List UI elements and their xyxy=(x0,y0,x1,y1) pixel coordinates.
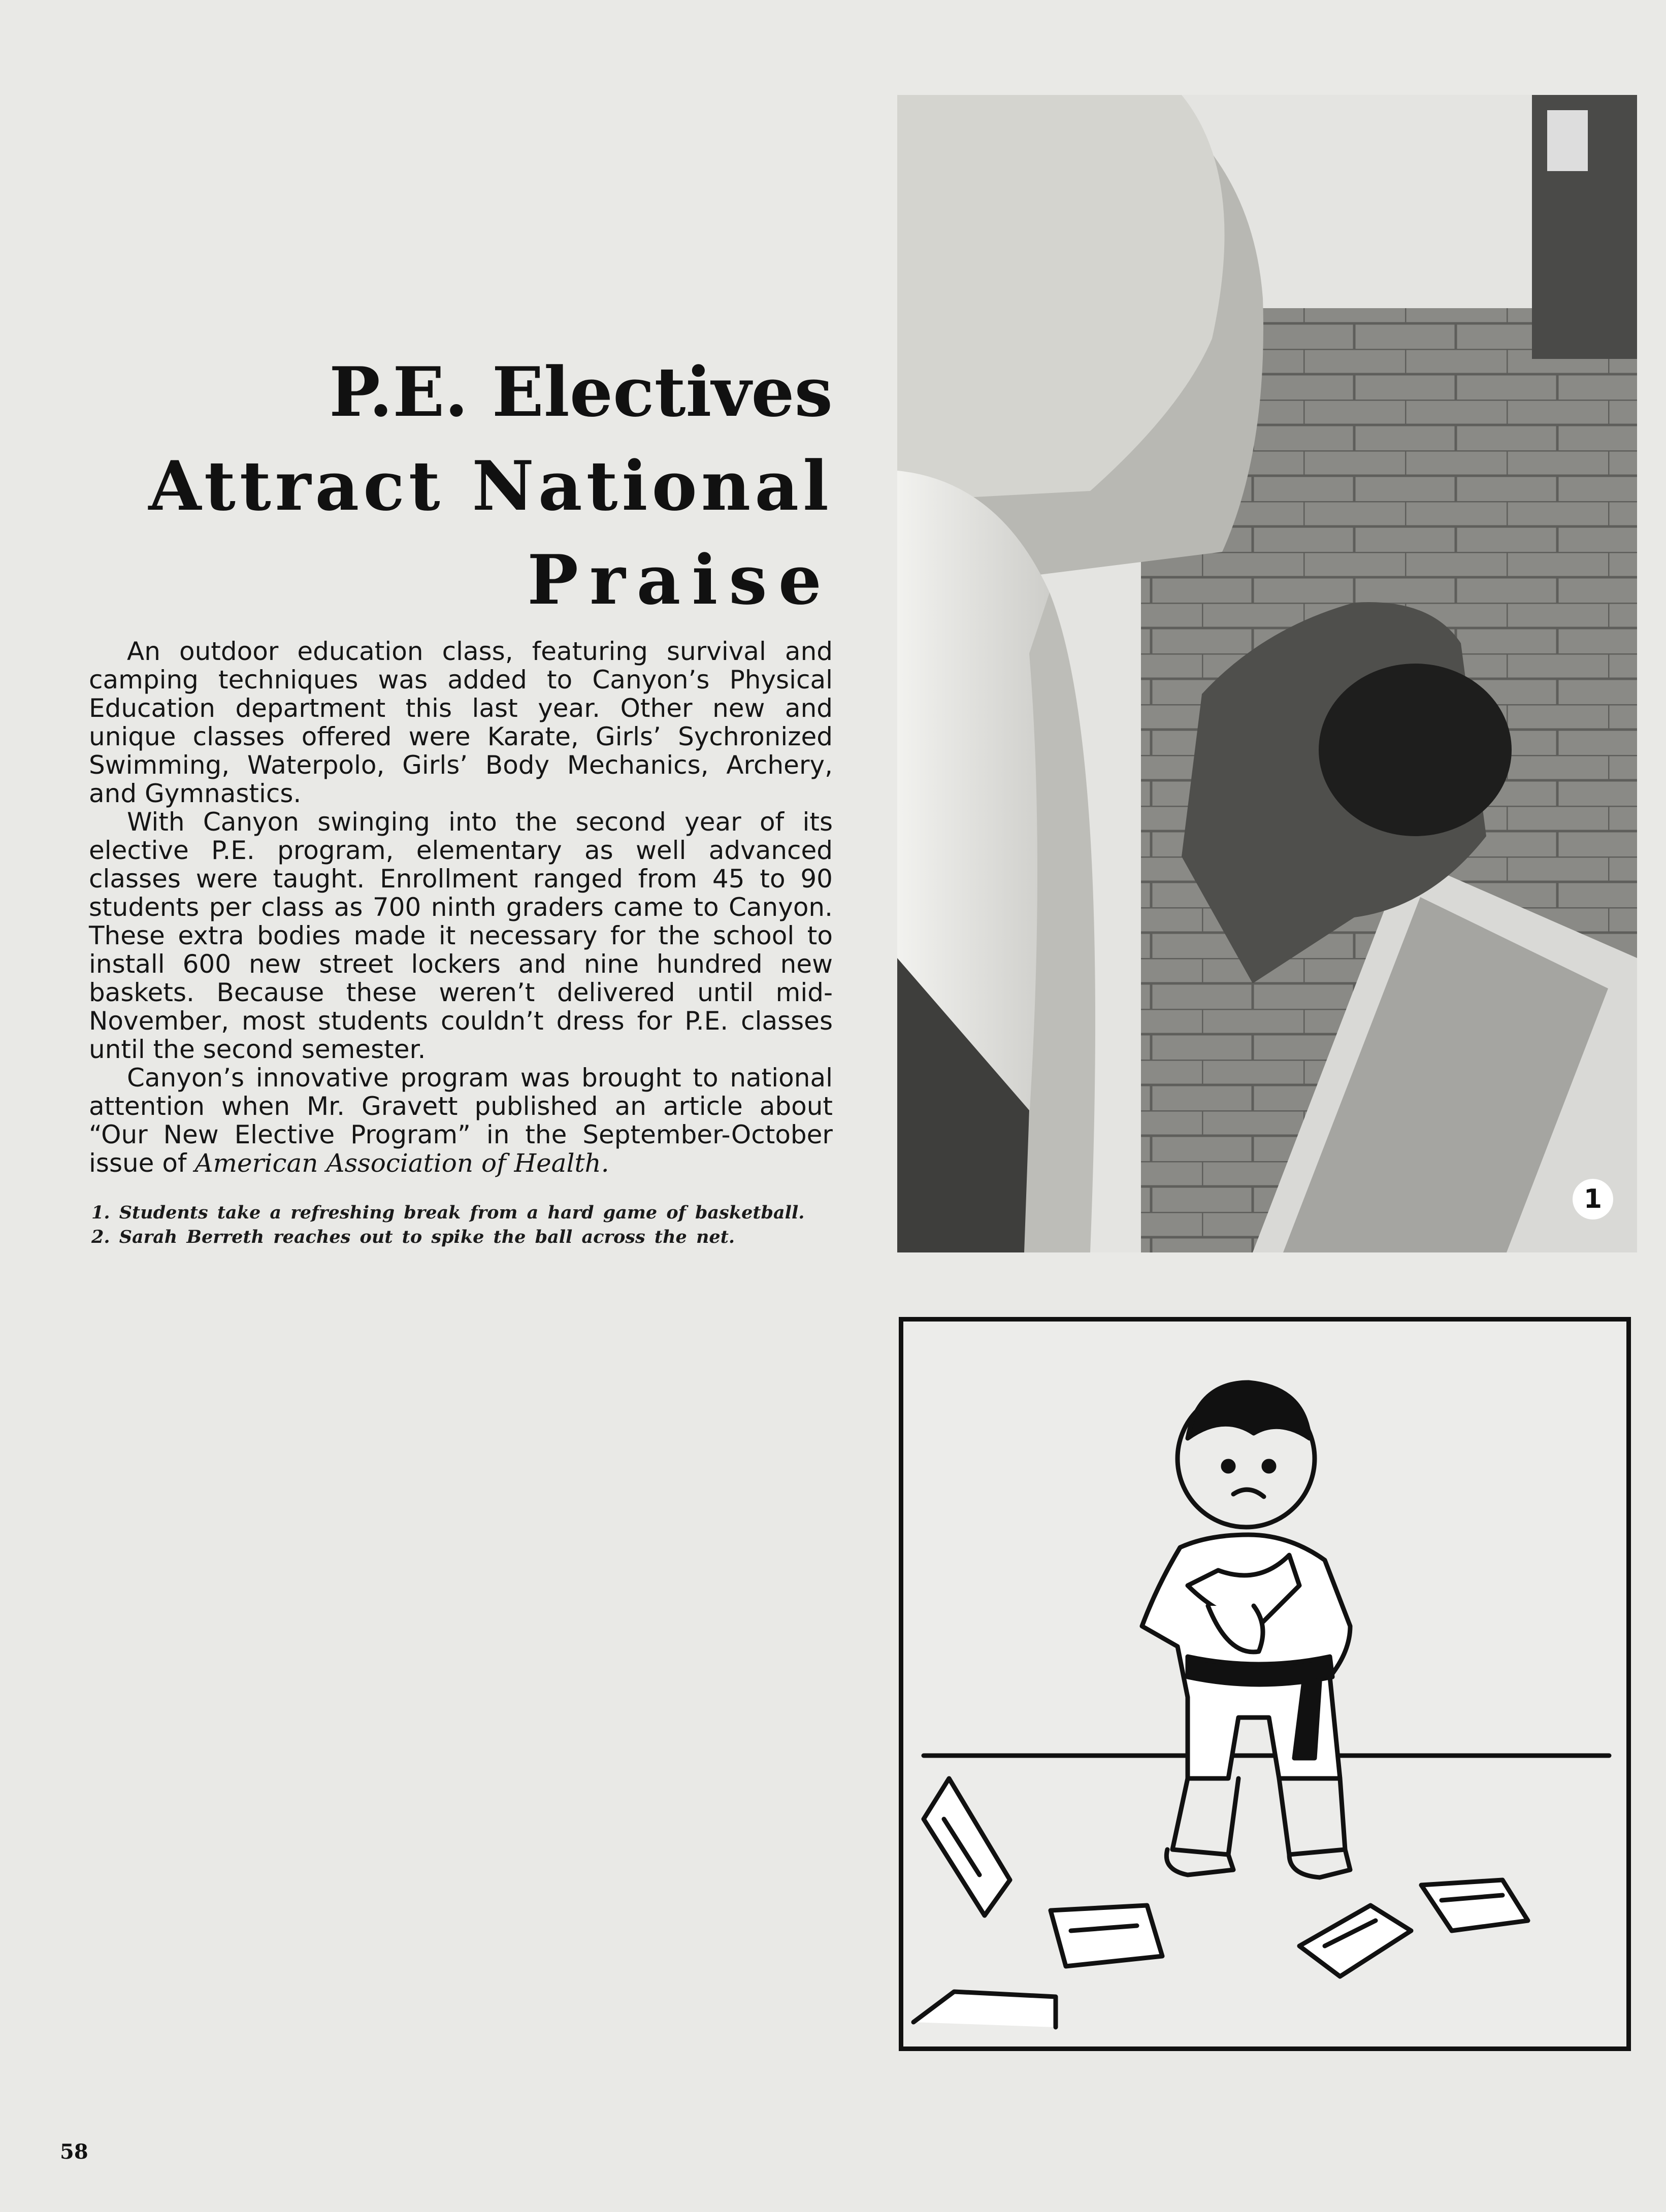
photo-drinking-fountain xyxy=(897,95,1637,1252)
article-paragraph-1: An outdoor education class, featuring survival and camping techniques was added to Canyon’s Physical Education department this last year. Other new and unique classes offered were Karate, Girls’ Sychronized Swimming, Waterpolo, Girls’ Body Mechanics, Archery, and Gymnastics. xyxy=(89,637,833,808)
article-body xyxy=(89,637,833,1177)
article-paragraph-3 xyxy=(89,1064,833,1177)
article-paragraph-3-text: Canyon’s innovative program was brought to national attention when Mr. Gravett published an article about “Our New Elective Program” in the September-October issue of xyxy=(89,1063,833,1178)
photo-illustration xyxy=(897,95,1637,1252)
photo-number-badge: 1 xyxy=(1573,1179,1613,1219)
caption-2: 2. Sarah Berreth reaches out to spike the ball across the net. xyxy=(91,1227,735,1247)
headline xyxy=(71,345,833,627)
page-number: 58 xyxy=(60,2140,88,2164)
cartoon-karate-kid xyxy=(899,1317,1631,2051)
headline-line-1: P.E. Electives xyxy=(329,352,833,432)
cartoon-illustration xyxy=(903,1322,1626,2046)
article-paragraph-2: With Canyon swinging into the second year of its elective P.E. program, elementary as well advanced classes were taught. Enrollment ranged from 45 to 90 students per class as 700 ninth graders came to Canyon. These extra bodies made it necessary for the school to install 600 new street lockers and nine hundred new baskets. Because these weren’t delivered until mid-November, most students couldn’t dress for P.E. classes until the second semester. xyxy=(89,807,833,1064)
headline-line-3: Praise xyxy=(527,540,833,620)
photo-captions xyxy=(91,1201,833,1249)
caption-1: 1. Students take a refreshing break from a hard game of basketball. xyxy=(91,1202,805,1223)
publication-title: American Association of Health. xyxy=(194,1148,609,1178)
headline-line-2: Attract National xyxy=(148,446,833,526)
